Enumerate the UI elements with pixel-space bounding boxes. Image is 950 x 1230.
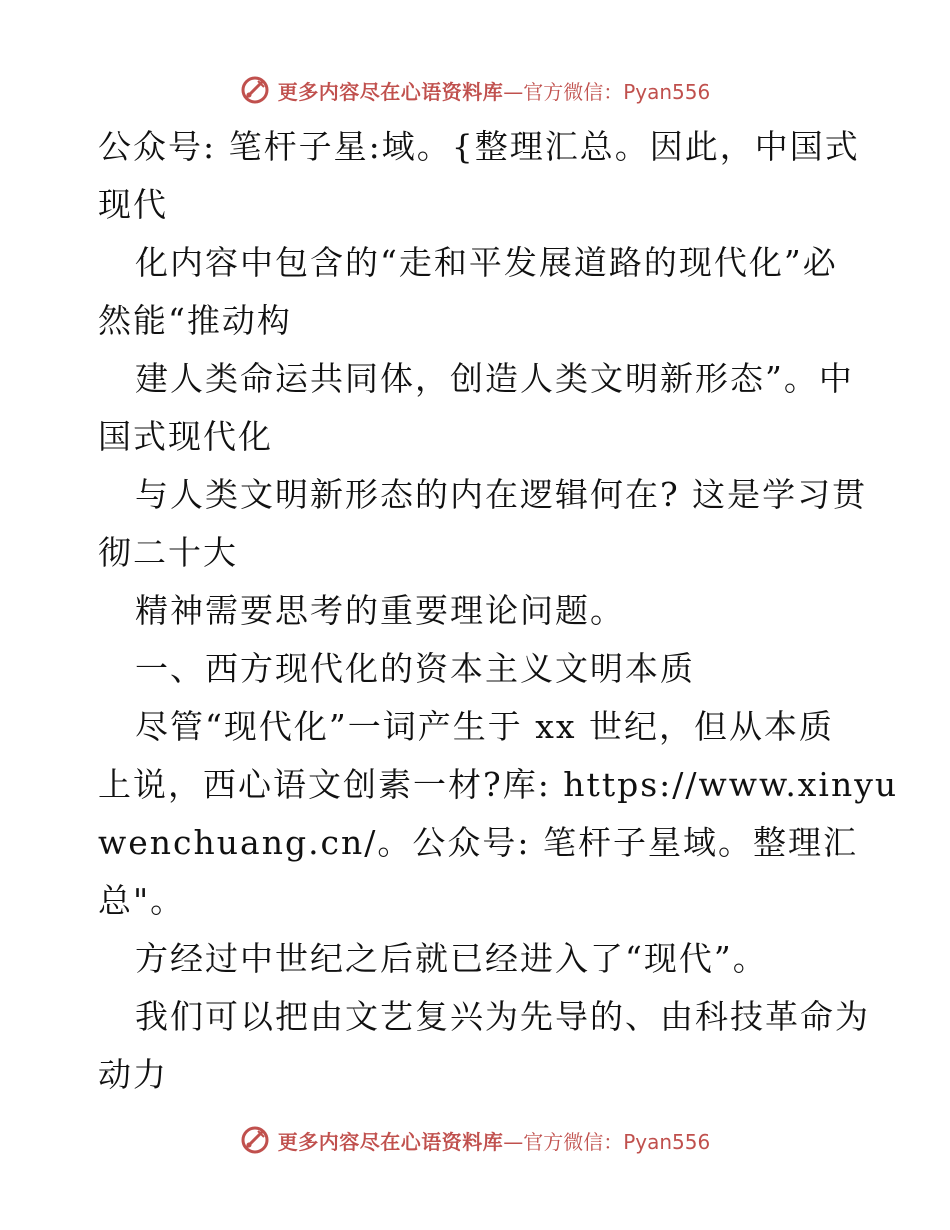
body-line: wenchuang.cn/。公众号: 笔杆子星域。整理汇	[98, 823, 859, 862]
body-line: 建人类命运共同体，创造人类文明新形态”。中	[135, 359, 854, 398]
body-line: 方经过中世纪之后就已经进入了“现代”。	[135, 939, 768, 978]
body-line: 与人类文明新形态的内在逻辑何在? 这是学习贯	[135, 475, 868, 514]
body-line: 尽管“现代化”一词产生于 xx 世纪，但从本质	[135, 707, 834, 746]
body-line: 现代	[98, 185, 168, 224]
body-line: 上说，西心语文创素一材?库: https://www.xinyu	[98, 765, 899, 804]
brush-logo-icon	[240, 1125, 270, 1155]
body-line: 彻二十大	[98, 533, 238, 572]
body-line: 国式现代化	[98, 417, 273, 456]
banner-title: 更多内容尽在心语资料库	[277, 79, 504, 104]
banner-title: 更多内容尽在心语资料库	[277, 1129, 504, 1154]
document-body	[98, 118, 899, 1104]
header-banner	[0, 70, 950, 110]
body-line: 化内容中包含的“走和平发展道路的现代化”必	[135, 243, 838, 282]
section-heading: 一、西方现代化的资本主义文明本质	[135, 649, 695, 688]
body-line: 公众号: 笔杆子星:域。{整理汇总。因此，中国式	[98, 127, 860, 166]
footer-banner	[0, 1120, 950, 1160]
body-line: 总"。	[98, 881, 186, 920]
banner-wechat: —官方微信：Pyan556	[503, 1129, 711, 1154]
body-line: 精神需要思考的重要理论问题。	[135, 591, 625, 630]
brush-logo-icon	[240, 75, 270, 105]
body-line: 动力	[98, 1055, 168, 1094]
banner-wechat: —官方微信：Pyan556	[503, 79, 711, 104]
body-line: 然能“推动构	[98, 301, 292, 340]
body-line: 我们可以把由文艺复兴为先导的、由科技革命为	[135, 997, 870, 1036]
